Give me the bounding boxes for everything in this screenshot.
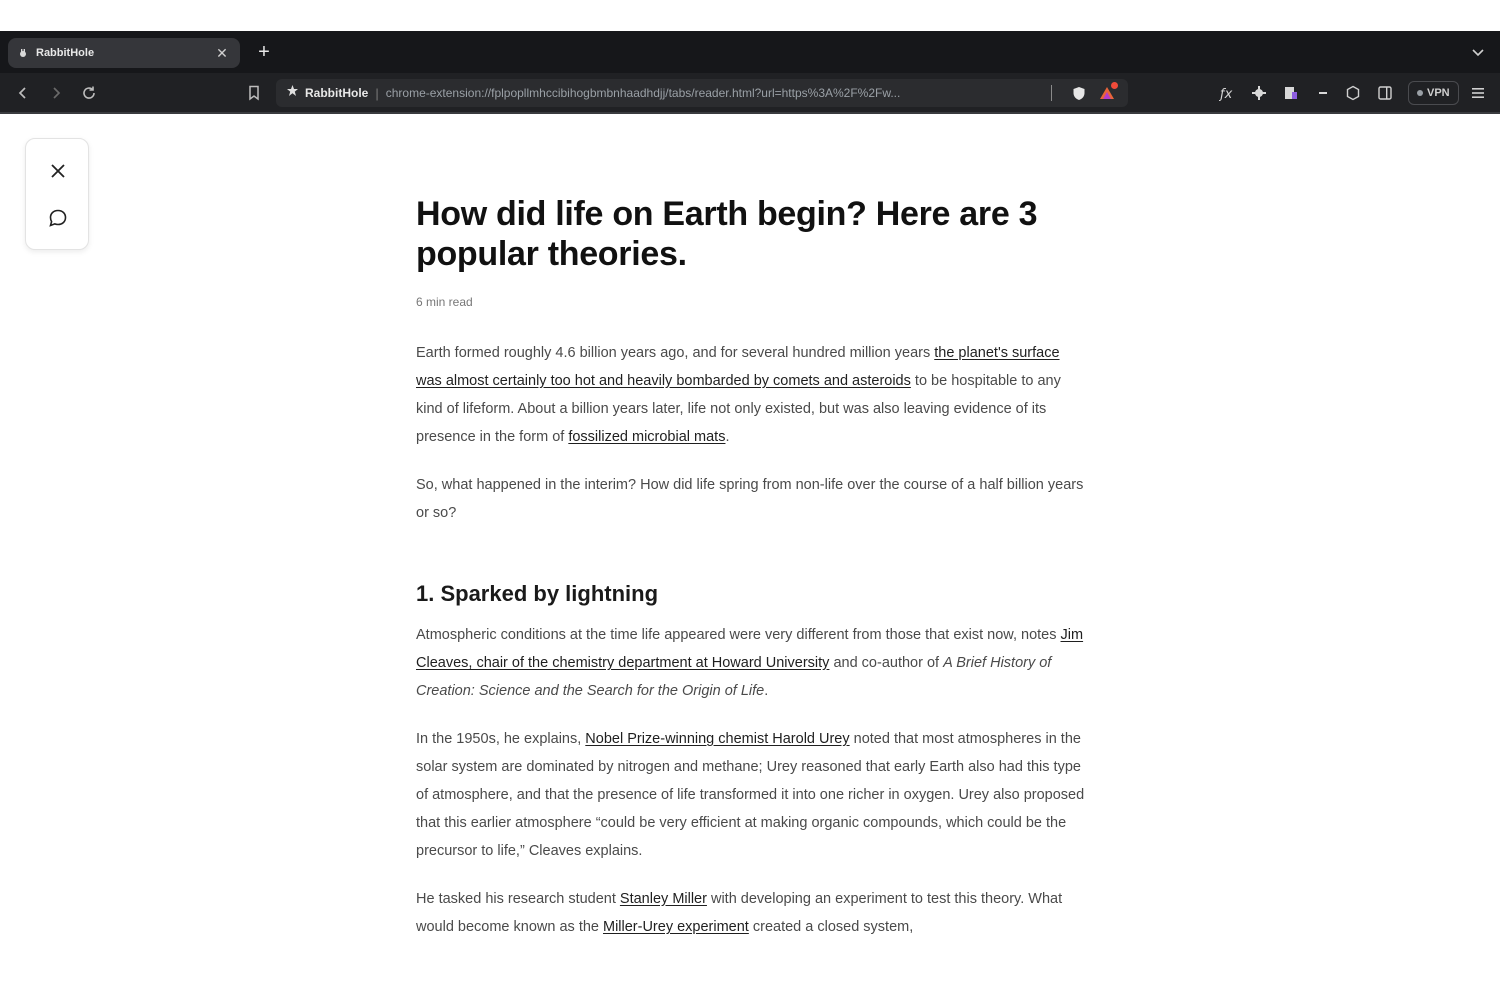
paragraph-2: So, what happened in the interim? How did life spring from non-life over the course of a half billion years or so? bbox=[416, 477, 1084, 521]
tab-strip bbox=[0, 31, 1500, 73]
tab-rabbithole[interactable] bbox=[8, 38, 240, 68]
text: . bbox=[764, 683, 769, 699]
sidebar-icon[interactable] bbox=[1374, 82, 1396, 104]
paragraph-1 bbox=[416, 339, 1086, 451]
read-time: 6 min read bbox=[416, 295, 473, 309]
paragraph-5 bbox=[416, 885, 1086, 941]
text: and co-author of bbox=[829, 655, 944, 671]
text: He tasked his research student bbox=[416, 891, 620, 907]
extension-icon[interactable] bbox=[1216, 82, 1238, 104]
site-name: RabbitHole bbox=[305, 86, 369, 100]
reader-side-panel bbox=[25, 138, 89, 250]
link-miller-urey-experiment[interactable]: Miller-Urey experiment bbox=[603, 919, 749, 935]
notification-badge bbox=[1111, 82, 1118, 89]
site-icon bbox=[286, 84, 299, 102]
link-stanley-miller[interactable]: Stanley Miller bbox=[619, 891, 707, 907]
svg-text:ƒx: ƒx bbox=[1220, 87, 1233, 101]
text: with developing an experiment to test this theory. What would become known as the bbox=[416, 891, 1063, 935]
tab-close-icon[interactable]: ✕ bbox=[216, 45, 228, 61]
link-planet-surface[interactable]: the planet's surface was almost certainly too hot and heavily bombarded by comets and asteroids bbox=[416, 345, 1060, 389]
top-margin bbox=[0, 0, 1500, 31]
text: Earth formed roughly 4.6 billion years ago, and for several hundred million years bbox=[416, 345, 935, 361]
link-jim-cleaves[interactable]: Jim Cleaves, chair of the chemistry department at Howard University bbox=[416, 627, 1084, 671]
browser-toolbar bbox=[0, 73, 1500, 114]
rewards-icon[interactable] bbox=[1096, 82, 1118, 104]
address-bar[interactable] bbox=[276, 79, 1128, 107]
tab-title: RabbitHole bbox=[36, 47, 95, 59]
article bbox=[416, 194, 1086, 941]
history-icon[interactable] bbox=[1342, 82, 1364, 104]
paragraph-4 bbox=[416, 725, 1086, 865]
reload-icon[interactable] bbox=[78, 82, 100, 104]
bookmark-icon[interactable] bbox=[243, 82, 265, 104]
link-harold-urey[interactable]: Nobel Prize-winning chemist Harold Urey bbox=[585, 731, 850, 747]
vpn-label: VPN bbox=[1427, 87, 1450, 99]
text: Atmospheric conditions at the time life appeared were very different from those that exist now, notes bbox=[416, 627, 1061, 643]
text: In the 1950s, he explains, bbox=[416, 731, 586, 747]
book-title: A Brief History of Creation: Science and the Search for the Origin of Life bbox=[416, 655, 1052, 699]
media-icon[interactable] bbox=[1280, 82, 1302, 104]
vpn-status-dot bbox=[1417, 90, 1423, 96]
section-heading: 1. Sparked by lightning bbox=[416, 581, 659, 606]
link-fossilized-microbial-mats[interactable]: fossilized microbial mats bbox=[568, 429, 726, 445]
puzzle-icon[interactable] bbox=[1248, 82, 1270, 104]
back-icon[interactable] bbox=[12, 82, 34, 104]
close-icon[interactable] bbox=[46, 159, 70, 183]
shield-icon[interactable] bbox=[1068, 82, 1090, 104]
omnibox-divider bbox=[1051, 85, 1052, 101]
text: noted that most atmospheres in the solar system are dominated by nitrogen and methane; Urey reasoned that early Earth also had this type of atmosphere, and that the presence of life transformed it into one richer in oxygen. Urey also proposed that this earlier atmosphere “could be very efficient at making organic compounds, which could be the precursor to life,” Cleaves explains. bbox=[416, 731, 1085, 859]
new-tab-button[interactable]: + bbox=[258, 41, 270, 63]
text: to be hospitable to any kind of lifeform. About a billion years later, life not only existed, but was also leaving evidence of its presence in the form of bbox=[416, 373, 1061, 445]
url-text[interactable]: chrome-extension://fplpopllmhccibihogbmbnhaadhdjj/tabs/reader.html?url=https%3A%2F%2Fw... bbox=[385, 86, 901, 100]
text: . bbox=[725, 429, 730, 445]
minimize-icon[interactable] bbox=[1312, 82, 1334, 104]
tab-search-chevron-icon[interactable] bbox=[1468, 43, 1488, 63]
rabbit-favicon-icon bbox=[18, 48, 28, 58]
vpn-button[interactable] bbox=[1408, 81, 1459, 105]
menu-icon[interactable] bbox=[1467, 82, 1489, 104]
paragraph-3 bbox=[416, 621, 1086, 705]
article-title: How did life on Earth begin? Here are 3 popular theories. bbox=[416, 195, 1038, 273]
text: created a closed system, bbox=[748, 919, 914, 935]
forward-icon[interactable] bbox=[45, 82, 67, 104]
comment-icon[interactable] bbox=[46, 206, 70, 230]
address-separator: | bbox=[375, 85, 379, 101]
